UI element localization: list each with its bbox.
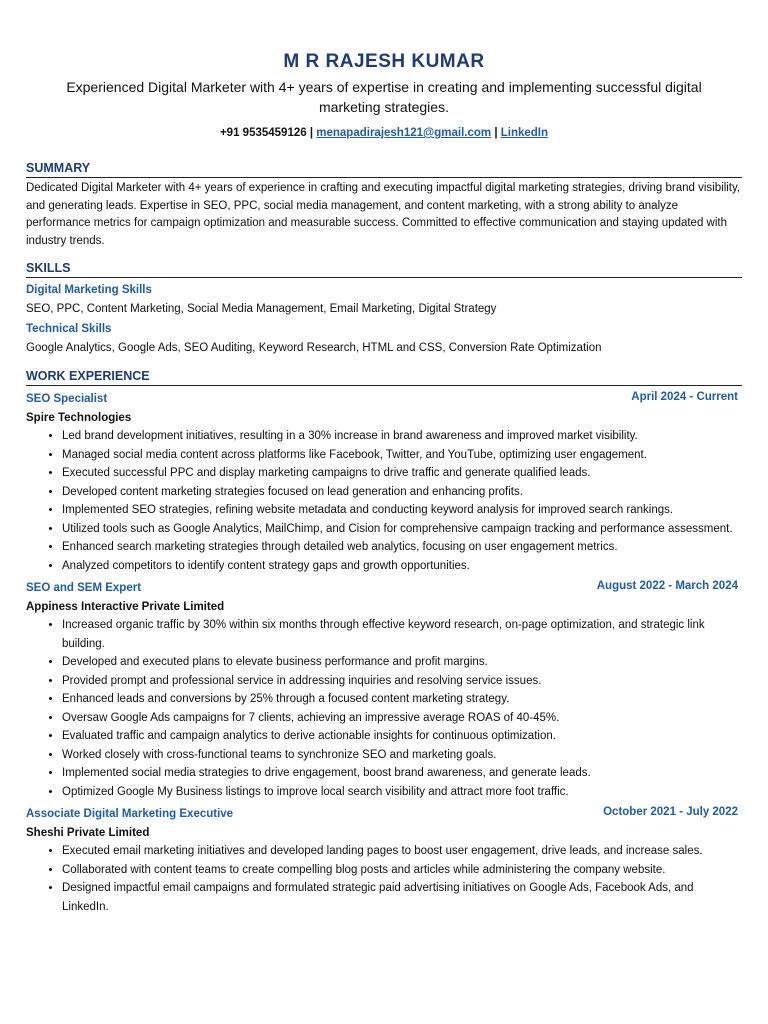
job-header (26, 389, 742, 407)
work-experience-section (26, 368, 742, 916)
job-title: SEO and SEM Expert (26, 582, 142, 594)
job-date: August 2022 - March 2024 (596, 580, 738, 592)
contact-line (26, 125, 742, 141)
bullet-item: • Designed impactful email campaigns and formulated strategic paid advertising initiatives on Google Ads, Facebook Ads, and LinkedIn. (62, 879, 742, 916)
bullet-item: • Increased organic traffic by 30% within six months through effective keyword research, on-page optimization, and strategic link building. (62, 616, 742, 653)
job-title: Associate Digital Marketing Executive (26, 808, 234, 820)
skill-group-title: Technical Skills (26, 323, 112, 335)
contact-separator: | (309, 127, 314, 139)
bullet-item: • Evaluated traffic and campaign analytics to derive actionable insights for continuous optimization. (62, 727, 742, 746)
company-name: Appiness Interactive Private Limited (26, 601, 225, 613)
bullet-item: • Enhanced leads and conversions by 25% through a focused content marketing strategy. (62, 690, 742, 709)
skill-group-text: Google Analytics, Google Ads, SEO Auditing, Keyword Research, HTML and CSS, Conversion Rate Optimization (26, 342, 602, 354)
bullet-item: • Managed social media content across platforms like Facebook, Twitter, and YouTube, optimizing user engagement. (62, 446, 742, 465)
phone-number: +91 9535459126 (219, 127, 307, 139)
job-bullets (26, 427, 742, 575)
job-bullets (26, 842, 742, 916)
bullet-item: • Enhanced search marketing strategies through detailed web analytics, focusing on user engagement metrics. (62, 538, 742, 557)
job-bullets (26, 616, 742, 801)
bullet-item: • Provided prompt and professional service in addressing inquiries and resolving service issues. (62, 672, 742, 691)
linkedin-link[interactable]: LinkedIn (500, 127, 549, 139)
bullet-item: • Oversaw Google Ads campaigns for 7 clients, achieving an impressive average ROAS of 40-45%. (62, 709, 742, 728)
job-entry (26, 389, 742, 575)
bullet-item: • Executed email marketing initiatives and developed landing pages to boost user engagement, drive leads, and increase sales. (62, 842, 742, 861)
job-date: October 2021 - July 2022 (603, 806, 738, 818)
bullet-item: • Implemented social media strategies to drive engagement, boost brand awareness, and generate leads. (62, 764, 742, 783)
skill-group-text: SEO, PPC, Content Marketing, Social Media Management, Email Marketing, Digital Strategy (26, 303, 497, 315)
email-link[interactable]: menapadirajesh121@gmail.com (316, 127, 492, 139)
bullet-item: • Executed successful PPC and display marketing campaigns to drive traffic and generate qualified leads. (62, 464, 742, 483)
work-experience-heading: WORK EXPERIENCE (26, 368, 742, 386)
job-title: SEO Specialist (26, 393, 108, 405)
bullet-item: • Developed and executed plans to elevate business performance and profit margins. (62, 653, 742, 672)
summary-text: Dedicated Digital Marketer with 4+ years of experience in crafting and executing impactful digital marketing strategies, driving brand visibility, and generating leads. Expertise in SEO, PPC, social media management, and content marketing, with a strong ability to analyze performance metrics for campaign optimization and measurable success. Committed to effective communication and staying updated with industry trends. (26, 182, 741, 247)
bullet-item: • Analyzed competitors to identify content strategy gaps and growth opportunities. (62, 557, 742, 576)
company-name: Spire Technologies (26, 412, 132, 424)
bullet-item: • Implemented SEO strategies, refining website metadata and conducting keyword analysis for improved search rankings. (62, 501, 742, 520)
job-entry (26, 578, 742, 801)
company-name: Sheshi Private Limited (26, 827, 150, 839)
bullet-item: • Worked closely with cross-functional teams to synchronize SEO and marketing goals. (62, 746, 742, 765)
skill-group-title: Digital Marketing Skills (26, 284, 152, 296)
job-entry (26, 804, 742, 916)
job-header (26, 804, 742, 822)
bullet-item: • Collaborated with content teams to create compelling blog posts and articles while administering the company website. (62, 861, 742, 880)
candidate-name: M R RAJESH KUMAR (283, 51, 485, 72)
contact-separator: | (494, 127, 498, 139)
bullet-item: • Led brand development initiatives, resulting in a 30% increase in brand awareness and improved market visibility. (62, 427, 742, 446)
bullet-item: • Utilized tools such as Google Analytics, MailChimp, and Cision for comprehensive campaign tracking and performance assessment. (62, 520, 742, 539)
job-date: April 2024 - Current (631, 391, 738, 403)
summary-section (26, 160, 742, 250)
skills-section (26, 260, 742, 356)
headline-tagline: Experienced Digital Marketer with 4+ years of expertise in creating and implementing successful digital marketing strategies. (66, 79, 702, 115)
summary-heading: SUMMARY (26, 160, 742, 178)
job-header (26, 578, 742, 596)
bullet-item: • Optimized Google My Business listings to improve local search visibility and attract more foot traffic. (62, 783, 742, 802)
skills-heading: SKILLS (26, 260, 742, 278)
bullet-item: • Developed content marketing strategies focused on lead generation and enhancing profits. (62, 483, 742, 502)
